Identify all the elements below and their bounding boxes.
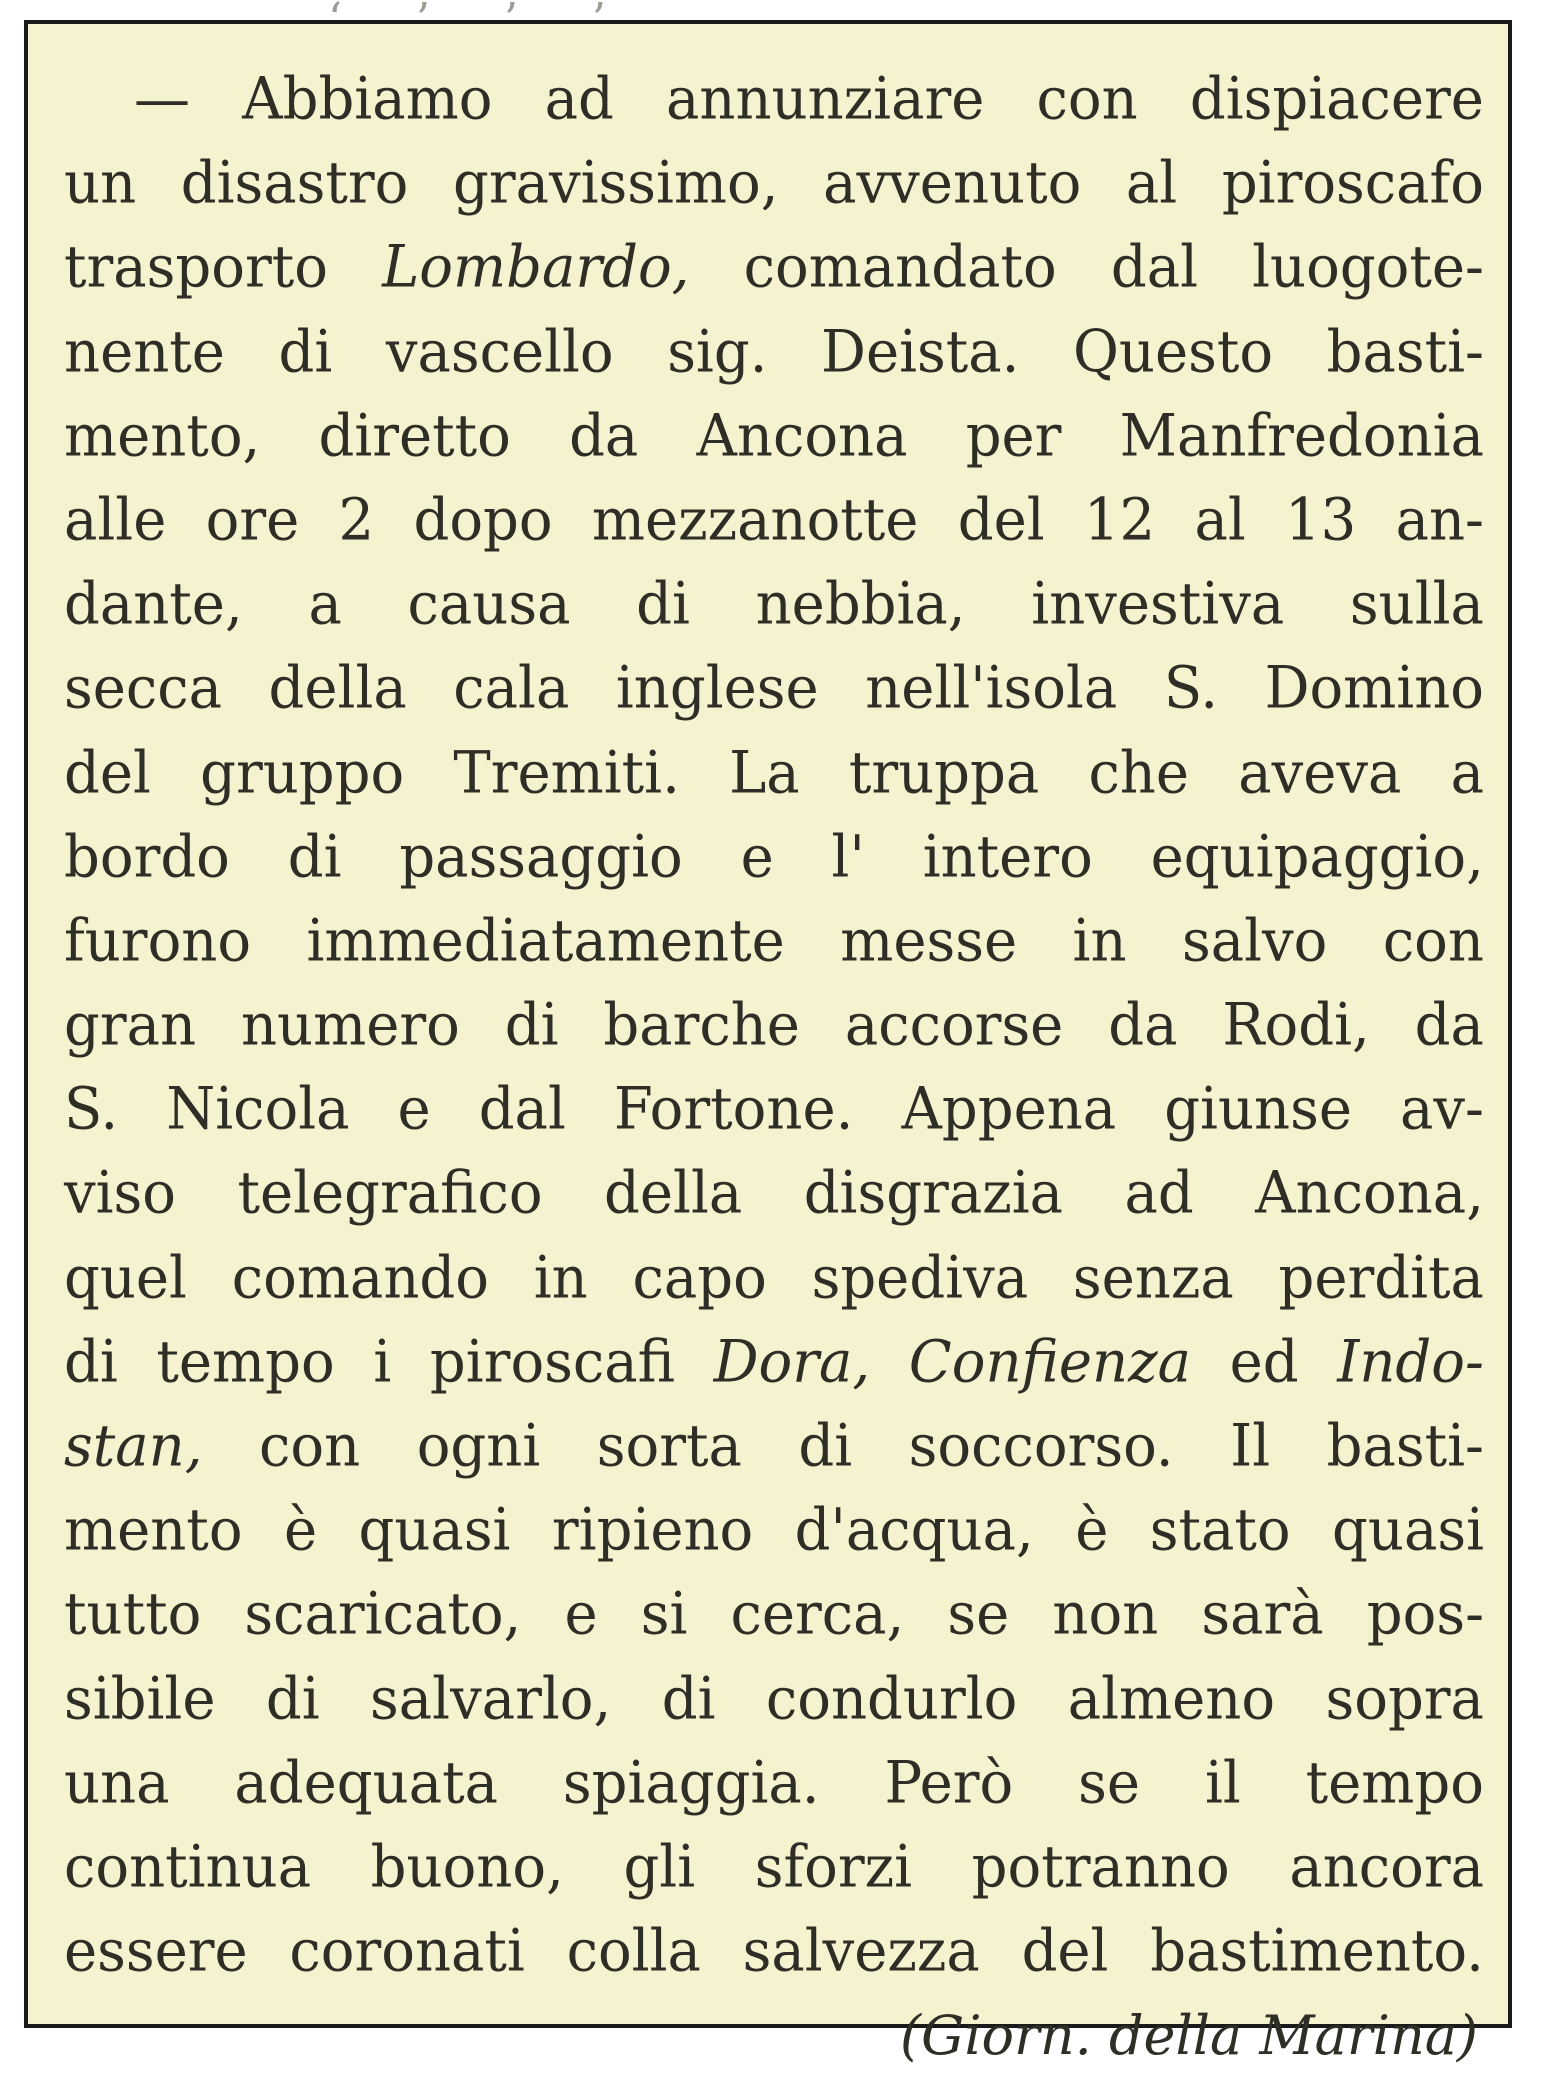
article-word: basti- [1326, 1412, 1484, 1481]
article-word: da [1108, 991, 1178, 1060]
article-word: scaricato, [244, 1581, 522, 1649]
article-word: stan, [64, 1412, 203, 1481]
article-word: e [397, 1075, 431, 1144]
article-word: mento, [64, 402, 261, 471]
article-word: e [740, 823, 774, 891]
article-word: della [268, 654, 407, 723]
article-word: trasporto [64, 234, 328, 302]
article-word: ore [205, 486, 300, 555]
article-word: almeno [1067, 1665, 1276, 1733]
source-attribution [64, 1994, 1484, 2078]
article-word: Manfredonia [1119, 402, 1484, 471]
article-word: Appena [901, 1075, 1117, 1144]
article-line [64, 814, 1484, 902]
article-word: telegrafico [237, 1160, 543, 1228]
article-word: nell'isola [865, 654, 1118, 723]
article-word: Tremiti. [453, 739, 680, 807]
article-word: gran [64, 991, 197, 1060]
article-line [64, 1908, 1484, 1996]
article-word: alle [64, 486, 167, 555]
article-word: equipaggio, [1150, 823, 1484, 891]
article-word: Ancona [696, 402, 908, 471]
article-word: sforzi [754, 1833, 913, 1902]
article-word: spediva [811, 1244, 1029, 1312]
article-word: dante, [64, 570, 243, 639]
article-word: intero [922, 823, 1093, 891]
article-word: Deista. [821, 318, 1020, 386]
article-word: dopo [413, 486, 553, 555]
article-word: salvo [1181, 907, 1328, 976]
article-word: causa [407, 570, 571, 639]
article-word: se [947, 1581, 1010, 1649]
article-word: colla [566, 1917, 701, 1986]
article-line [64, 1403, 1484, 1491]
article-word: spiaggia. [562, 1749, 820, 1818]
article-word: capo [632, 1244, 767, 1312]
article-word: diretto [318, 402, 511, 471]
article-word: 12 [1083, 486, 1156, 555]
article-word: sig. [667, 318, 768, 386]
article-word: quasi [1332, 1496, 1484, 1565]
article-line [64, 1656, 1484, 1744]
article-word: a [308, 570, 342, 639]
article-word: mezzanotte [591, 486, 919, 555]
article-word: quel [64, 1244, 187, 1312]
article-word: an- [1395, 486, 1484, 555]
article-line [64, 1488, 1484, 1576]
article-word: messe [840, 907, 1018, 976]
article-word: av- [1400, 1075, 1484, 1144]
article-word: gruppo [200, 739, 405, 807]
article-word: in [533, 1244, 588, 1312]
article-word: investiva [1031, 570, 1285, 639]
source-text: (Giorn. della Marina) [900, 2004, 1478, 2068]
article-word: ripieno [551, 1496, 754, 1565]
article-word: vascello [385, 318, 614, 386]
article-word: di [798, 1412, 853, 1481]
article-word: del [957, 486, 1045, 555]
article-line [64, 56, 1484, 144]
article-word: a [1450, 739, 1484, 807]
article-word: Rodi, [1222, 991, 1370, 1060]
article-word: dispiacere [1189, 65, 1484, 134]
article-word: quasi [358, 1496, 511, 1565]
article-word: ancora [1289, 1833, 1484, 1902]
article-word: soccorso. [908, 1412, 1174, 1481]
article-line [64, 477, 1484, 565]
article-word: da [569, 402, 639, 471]
article-word: Fortone. [613, 1075, 854, 1144]
article-line [64, 1235, 1484, 1323]
article-word: da [1414, 991, 1484, 1060]
article-word: al [1194, 486, 1246, 555]
article-word: tempo [1305, 1749, 1484, 1818]
article-word: l' [831, 823, 865, 891]
article-word: senza [1072, 1244, 1234, 1312]
article-word: stato [1149, 1496, 1291, 1565]
article-line [64, 561, 1484, 649]
article-word: — [134, 65, 190, 134]
article-body [64, 58, 1484, 2079]
article-word: di [504, 991, 559, 1060]
article-word: e [564, 1581, 598, 1649]
article-word: gravissimo, [452, 149, 779, 218]
article-word: comando [231, 1244, 489, 1312]
article-word: mento [64, 1496, 243, 1565]
article-word: del [1021, 1917, 1109, 1986]
article-word: Lombardo, [382, 234, 690, 302]
article-line [64, 393, 1484, 481]
newspaper-clipping [24, 0, 1512, 2068]
article-word: barche [603, 991, 800, 1060]
article-word: cala [453, 654, 570, 723]
article-word: avvenuto [823, 149, 1082, 218]
article-word: Il [1230, 1412, 1271, 1481]
article-word: condurlo [765, 1665, 1018, 1733]
article-word: un [64, 149, 137, 218]
article-word: buono, [370, 1833, 564, 1902]
article-word: Abbiamo [242, 65, 493, 134]
article-word: Però [884, 1749, 1014, 1818]
article-line [64, 646, 1484, 734]
article-word: salvarlo, [370, 1665, 612, 1733]
article-word: al [1125, 149, 1178, 218]
article-word: viso [64, 1160, 176, 1228]
article-word: truppa [848, 739, 1040, 807]
article-word: 2 [338, 486, 375, 555]
article-word: Nicola [166, 1075, 350, 1144]
article-word: sorta [596, 1412, 742, 1481]
article-word: bordo [64, 823, 230, 891]
article-word: gli [623, 1833, 696, 1902]
article-word: di [64, 1328, 118, 1397]
article-word: basti- [1326, 318, 1484, 386]
article-word: una [64, 1749, 170, 1818]
article-word: Confienza [908, 1328, 1191, 1397]
cropped-previous-line: ‘ ’ ’ ’ [328, 0, 636, 45]
article-word: perdita [1278, 1244, 1484, 1312]
article-word: piroscafo [1221, 149, 1484, 218]
article-word: luogote- [1252, 234, 1484, 302]
article-word: della [604, 1160, 743, 1228]
article-word: potranno [971, 1833, 1230, 1902]
article-word: adequata [234, 1749, 498, 1818]
article-line [64, 1067, 1484, 1155]
article-word: piroscafi [429, 1328, 676, 1397]
article-word: aveva [1238, 739, 1402, 807]
article-word: giunse [1164, 1075, 1352, 1144]
article-word: di [661, 1665, 716, 1733]
article-word: annunziare [666, 65, 985, 134]
article-word: con [1382, 907, 1484, 976]
article-word: inglese [615, 654, 819, 723]
article-line [64, 1740, 1484, 1828]
article-line [64, 225, 1484, 313]
article-word: per [965, 402, 1062, 471]
article-word: furono [64, 907, 252, 976]
article-word: disgrazia [803, 1160, 1064, 1228]
article-word: di [265, 1665, 320, 1733]
article-word: pos- [1366, 1581, 1484, 1649]
article-word: coronati [289, 1917, 525, 1986]
article-word: S. [1163, 654, 1219, 723]
article-word: sarà [1201, 1581, 1324, 1649]
article-word: se [1078, 1749, 1141, 1818]
article-word: Ancona, [1255, 1160, 1484, 1228]
article-word: di [287, 823, 342, 891]
article-word: salvezza [742, 1917, 980, 1986]
article-word: essere [64, 1917, 248, 1986]
article-word: Indo- [1337, 1328, 1484, 1397]
article-word: immediatamente [306, 907, 785, 976]
article-word: ad [544, 65, 614, 134]
article-word: La [729, 739, 800, 807]
article-word: del [64, 739, 151, 807]
article-word: dal [478, 1075, 566, 1144]
article-word: dal [1110, 234, 1198, 302]
article-word: numero [240, 991, 460, 1060]
article-word: con [259, 1412, 361, 1481]
article-word: sulla [1349, 570, 1484, 639]
article-word: accorse [844, 991, 1064, 1060]
article-word: Domino [1264, 654, 1484, 723]
article-word: il [1204, 1749, 1241, 1818]
article-word: ad [1124, 1160, 1194, 1228]
article-word: non [1052, 1581, 1159, 1649]
article-line [64, 730, 1484, 818]
article-word: tempo [156, 1328, 335, 1397]
article-word: di [636, 570, 690, 639]
article-word: nebbia, [755, 570, 966, 639]
article-word: S. [64, 1075, 119, 1144]
article-line [64, 1572, 1484, 1660]
article-line [64, 309, 1484, 397]
article-word: ed [1229, 1328, 1299, 1397]
article-line [64, 898, 1484, 986]
article-word: di [278, 318, 333, 386]
article-word: Dora, [713, 1328, 871, 1397]
article-word: tutto [64, 1581, 202, 1649]
article-word: disastro [180, 149, 409, 218]
article-word: comandato [743, 234, 1057, 302]
article-word: Questo [1073, 318, 1274, 386]
article-word: nente [64, 318, 225, 386]
article-line [64, 141, 1484, 229]
article-word: d'acqua, [794, 1496, 1034, 1565]
article-word: che [1088, 739, 1190, 807]
article-word: cerca, [730, 1581, 905, 1649]
article-word: i [373, 1328, 392, 1397]
article-line [64, 1824, 1484, 1912]
article-word: in [1072, 907, 1127, 976]
article-word: è [1075, 1496, 1109, 1565]
article-word: secca [64, 654, 222, 723]
article-word: ogni [416, 1412, 541, 1481]
article-word: bastimento. [1150, 1917, 1484, 1986]
article-word: è [283, 1496, 318, 1565]
article-word: 13 [1285, 486, 1357, 555]
article-word: passaggio [399, 823, 683, 891]
article-word: sopra [1325, 1665, 1484, 1733]
article-line [64, 1319, 1484, 1407]
article-line [64, 982, 1484, 1070]
article-word: si [640, 1581, 688, 1649]
article-word: con [1036, 65, 1138, 134]
article-word: continua [64, 1833, 312, 1902]
article-word: sibile [64, 1665, 216, 1733]
article-line [64, 1151, 1484, 1239]
